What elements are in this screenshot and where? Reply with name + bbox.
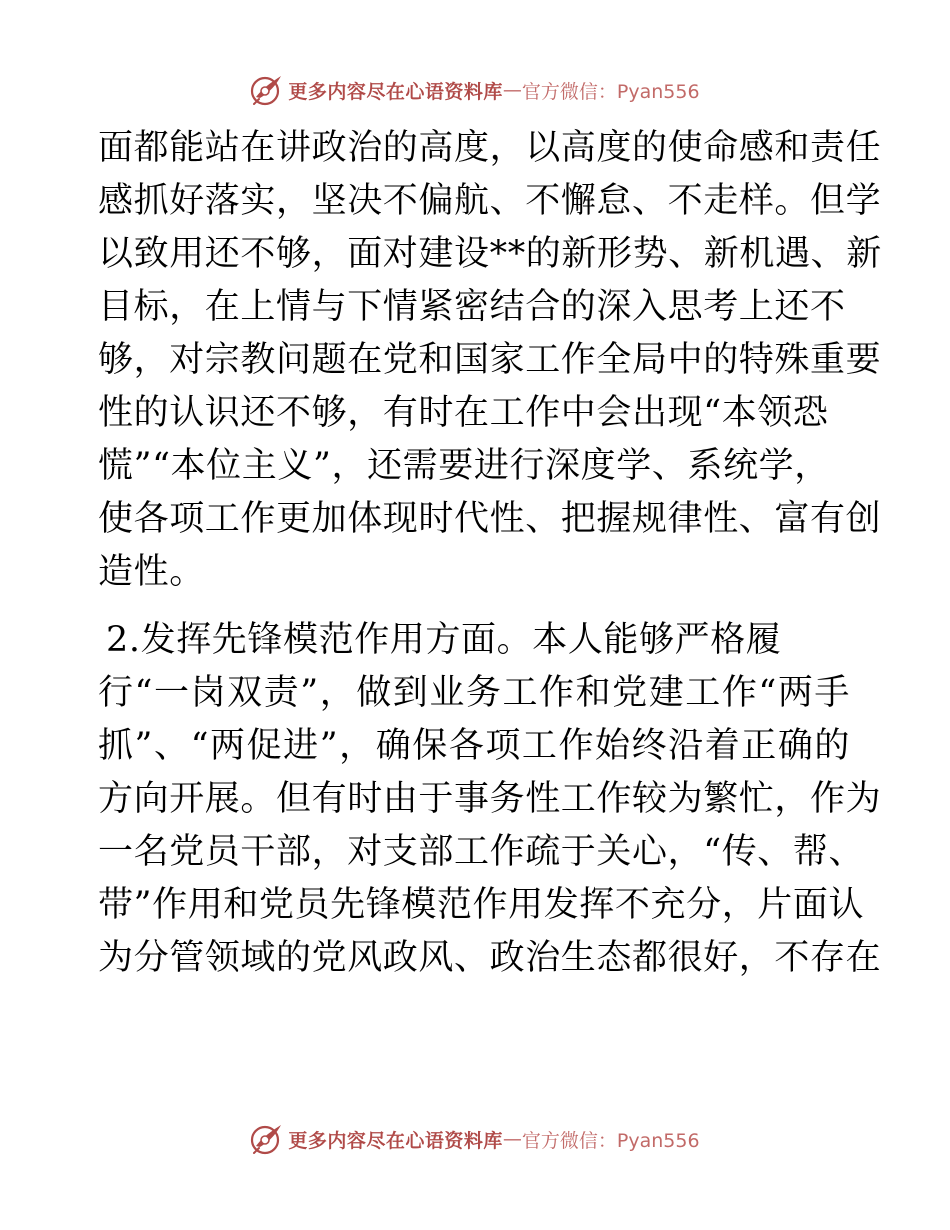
text-line: 方向开展。但有时由于事务性工作较为繁忙，作为 [98,779,882,819]
banner-title: 更多内容尽在心语资料库 [288,1129,503,1152]
header-banner [0,70,950,110]
text-line: 感抓好落实，坚决不偏航、不懈怠、不走样。但学 [98,181,882,221]
text-line: 行“一岗双责”，做到业务工作和党建工作“两手 [98,673,850,713]
document-body [98,122,882,985]
text-line: 目标，在上情与下情紧密结合的深入思考上还不 [98,287,846,327]
text-line: 使各项工作更加体现时代性、把握规律性、富有创 [98,499,882,539]
text-line: 以致用还不够，面对建设**的新形势、新机遇、新 [98,234,882,274]
text-line: 一名党员干部，对支部工作疏于关心，“传、帮、 [98,832,865,872]
banner-separator: — [502,1128,522,1150]
banner-contact: 官方微信：Pyan556 [521,1129,700,1152]
banner-title: 更多内容尽在心语资料库 [288,80,503,103]
text-line: 2.发挥先锋模范作用方面。本人能够严格履 [106,620,782,660]
paragraph-2 [98,614,882,985]
text-line: 性的认识还不够，有时在工作中会出现“本领恐 [98,393,829,433]
banner-separator: — [502,79,522,101]
paragraph-1 [98,122,882,599]
banner-contact: 官方微信：Pyan556 [521,80,700,103]
quill-logo-icon [250,73,284,107]
text-line: 够，对宗教问题在党和国家工作全局中的特殊重要 [98,340,882,380]
text-line: 造性。 [98,552,205,592]
text-line: 带”作用和党员先锋模范作用发挥不充分，片面认 [98,885,865,925]
quill-logo-icon [250,1122,284,1156]
text-line: 为分管领域的党风政风、政治生态都很好，不存在 [98,938,882,978]
text-line: 抓”、“两促进”，确保各项工作始终沿着正确的 [98,726,850,766]
text-line: 慌”“本位主义”，还需要进行深度学、系统学， [98,446,830,486]
footer-banner [0,1119,950,1159]
text-line: 面都能站在讲政治的高度，以高度的使命感和责任 [98,128,882,168]
